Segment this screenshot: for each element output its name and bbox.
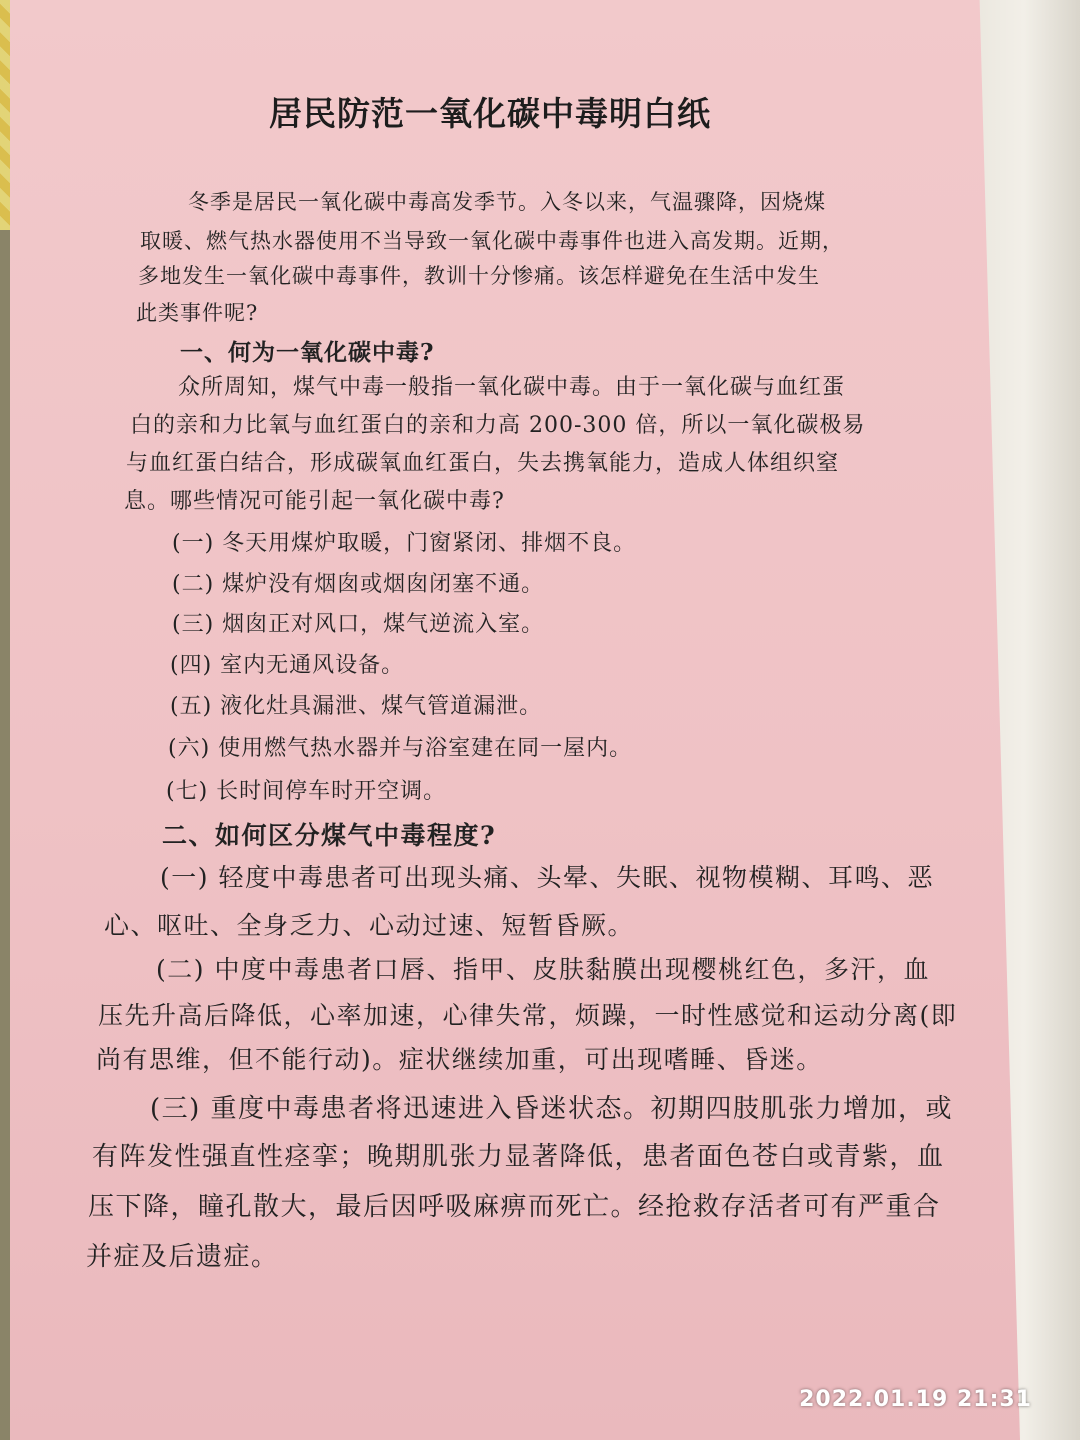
section-heading: 二、如何区分煤气中毒程度?	[162, 821, 497, 850]
intro-line: 此类事件呢?	[136, 301, 259, 325]
list-item: (四) 室内无通风设备。	[170, 653, 405, 678]
list-item: (三) 烟囱正对风口，煤气逆流入室。	[172, 612, 545, 637]
paragraph-line: 压下降，瞳孔散大，最后因呼吸麻痹而死亡。经抢救存活者可有严重合	[88, 1192, 941, 1222]
intro-line: 多地发生一氧化碳中毒事件，教训十分惨痛。该怎样避免在生活中发生	[138, 264, 820, 288]
paragraph-line: (三) 重度中毒患者将迅速进入昏迷状态。初期四肢肌张力增加，或	[150, 1094, 954, 1124]
paragraph-line: 与血红蛋白结合，形成碳氧血红蛋白，失去携氧能力，造成人体组织窒	[126, 451, 840, 476]
paragraph-line: (一) 轻度中毒患者可出现头痛、头晕、失眠、视物模糊、耳鸣、恶	[160, 863, 934, 892]
photo-timestamp: 2022.01.19 21:31	[799, 1387, 1032, 1412]
list-item: (六) 使用燃气热水器并与浴室建在同一屋内。	[168, 736, 633, 761]
paragraph-line: 息。哪些情况可能引起一氧化碳中毒?	[124, 489, 505, 514]
paragraph-line: 压先升高后降低，心率加速，心律失常，烦躁，一时性感觉和运动分离(即	[98, 1001, 958, 1030]
list-item: (一) 冬天用煤炉取暖，门窗紧闭、排烟不良。	[172, 531, 637, 556]
paragraph-line: 尚有思维，但不能行动)。症状继续加重，可出现嗜睡、昏迷。	[96, 1045, 823, 1074]
list-item: (二) 煤炉没有烟囱或烟囱闭塞不通。	[172, 572, 545, 597]
paragraph-line: 心、呕吐、全身乏力、心动过速、短暂昏厥。	[104, 911, 635, 940]
document-title: 居民防范一氧化碳中毒明白纸	[269, 94, 711, 133]
intro-line: 冬季是居民一氧化碳中毒高发季节。入冬以来，气温骤降，因烧煤	[188, 190, 826, 214]
section-heading: 一、何为一氧化碳中毒?	[180, 339, 435, 366]
paragraph-line: 白的亲和力比氧与血红蛋白的亲和力高 200-300 倍，所以一氧化碳极易	[130, 413, 866, 438]
list-item: (五) 液化灶具漏泄、煤气管道漏泄。	[170, 694, 543, 719]
paragraph-line: 并症及后遗症。	[86, 1242, 279, 1272]
paragraph-line: 众所周知，煤气中毒一般指一氧化碳中毒。由于一氧化碳与血红蛋	[178, 375, 846, 400]
paragraph-line: (二) 中度中毒患者口唇、指甲、皮肤黏膜出现樱桃红色，多汗，血	[156, 955, 930, 984]
list-item: (七) 长时间停车时开空调。	[166, 779, 447, 804]
paragraph-line: 有阵发性强直性痉挛；晚期肌张力显著降低，患者面色苍白或青紫，血	[92, 1142, 945, 1172]
intro-line: 取暖、燃气热水器使用不当导致一氧化碳中毒事件也进入高发期。近期，	[140, 229, 844, 253]
